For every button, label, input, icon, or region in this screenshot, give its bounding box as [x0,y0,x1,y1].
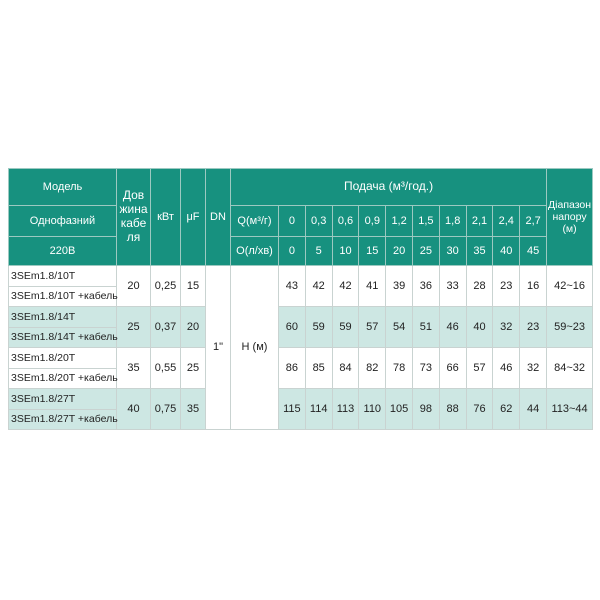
header-cable-length: Дов жина кабе ля [117,169,151,266]
head-range: 42~16 [547,266,593,307]
head-value: 59 [332,307,359,348]
capacitor-uf: 35 [181,389,206,430]
head-value: 110 [359,389,386,430]
pump-spec-table [8,168,593,430]
power-kw: 0,75 [151,389,181,430]
head-value: 105 [386,389,413,430]
head-value: 41 [359,266,386,307]
power-kw: 0,37 [151,307,181,348]
header-q-value: 0 [279,206,306,237]
header-dn: DN [206,169,231,266]
head-range: 113~44 [547,389,593,430]
head-value: 86 [279,348,306,389]
table-body [9,266,593,430]
head-range: 59~23 [547,307,593,348]
header-q-value: 2,7 [520,206,547,237]
head-value: 32 [520,348,547,389]
table-row [9,266,593,287]
header-voltage: 220В [9,237,117,266]
head-value: 46 [439,307,466,348]
model-name: 3SEm1.8/20T [9,348,117,369]
head-value: 60 [279,307,306,348]
head-value: 98 [412,389,439,430]
header-phase: Однофазний [9,206,117,237]
capacitor-uf: 20 [181,307,206,348]
table-row [9,389,593,410]
head-value: 113 [332,389,359,430]
model-name: 3SEm1.8/27T +кабель [9,409,117,430]
head-value: 40 [466,307,493,348]
head-value: 115 [279,389,306,430]
header-q-value: 1,2 [386,206,413,237]
header-uf: μF [181,169,206,266]
model-name: 3SEm1.8/20T +кабель [9,368,117,389]
head-value: 78 [386,348,413,389]
header-q-value: 2,4 [493,206,520,237]
head-value: 73 [412,348,439,389]
model-name: 3SEm1.8/10T [9,266,117,287]
model-name: 3SEm1.8/27T [9,389,117,410]
head-value: 82 [359,348,386,389]
header-o-value: 45 [520,237,547,266]
header-kw: кВт [151,169,181,266]
header-o-value: 30 [439,237,466,266]
head-value: 39 [386,266,413,307]
header-q-value: 2,1 [466,206,493,237]
head-value: 54 [386,307,413,348]
capacitor-uf: 15 [181,266,206,307]
header-q-value: 0,9 [359,206,386,237]
header-o-value: 0 [279,237,306,266]
header-model: Модель [9,169,117,206]
head-value: 59 [305,307,332,348]
capacitor-uf: 25 [181,348,206,389]
table-header [9,169,593,266]
header-o-value: 20 [386,237,413,266]
head-value: 114 [305,389,332,430]
head-value: 57 [359,307,386,348]
table-row [9,307,593,328]
table-row [9,348,593,369]
cable-length: 40 [117,389,151,430]
head-value: 51 [412,307,439,348]
head-value: 42 [332,266,359,307]
model-name: 3SEm1.8/14T +кабель [9,327,117,348]
head-value: 46 [493,348,520,389]
head-value: 36 [412,266,439,307]
head-value: 44 [520,389,547,430]
header-q-value: 1,8 [439,206,466,237]
head-value: 76 [466,389,493,430]
header-q-value: 0,3 [305,206,332,237]
model-name: 3SEm1.8/10T +кабель [9,286,117,307]
cable-length: 25 [117,307,151,348]
power-kw: 0,55 [151,348,181,389]
head-value: 43 [279,266,306,307]
header-o-value: 40 [493,237,520,266]
head-value: 23 [520,307,547,348]
header-o-value: 35 [466,237,493,266]
header-q-value: 0,6 [332,206,359,237]
header-o-value: 10 [332,237,359,266]
header-o-value: 15 [359,237,386,266]
head-label: Н (м) [231,266,279,430]
dn-value: 1" [206,266,231,430]
head-value: 57 [466,348,493,389]
model-name: 3SEm1.8/14T [9,307,117,328]
header-o-value: 25 [412,237,439,266]
head-value: 23 [493,266,520,307]
head-value: 84 [332,348,359,389]
head-value: 16 [520,266,547,307]
head-value: 62 [493,389,520,430]
head-value: 42 [305,266,332,307]
header-range: Діапазон напору (м) [547,169,593,266]
head-value: 66 [439,348,466,389]
cable-length: 35 [117,348,151,389]
head-range: 84~32 [547,348,593,389]
head-value: 88 [439,389,466,430]
head-value: 28 [466,266,493,307]
head-value: 85 [305,348,332,389]
power-kw: 0,25 [151,266,181,307]
header-q-label: Q(м³/г) [231,206,279,237]
header-q-value: 1,5 [412,206,439,237]
header-flow: Подача (м³/год.) [231,169,547,206]
cable-length: 20 [117,266,151,307]
head-value: 33 [439,266,466,307]
head-value: 32 [493,307,520,348]
header-o-label: О(л/хв) [231,237,279,266]
header-o-value: 5 [305,237,332,266]
